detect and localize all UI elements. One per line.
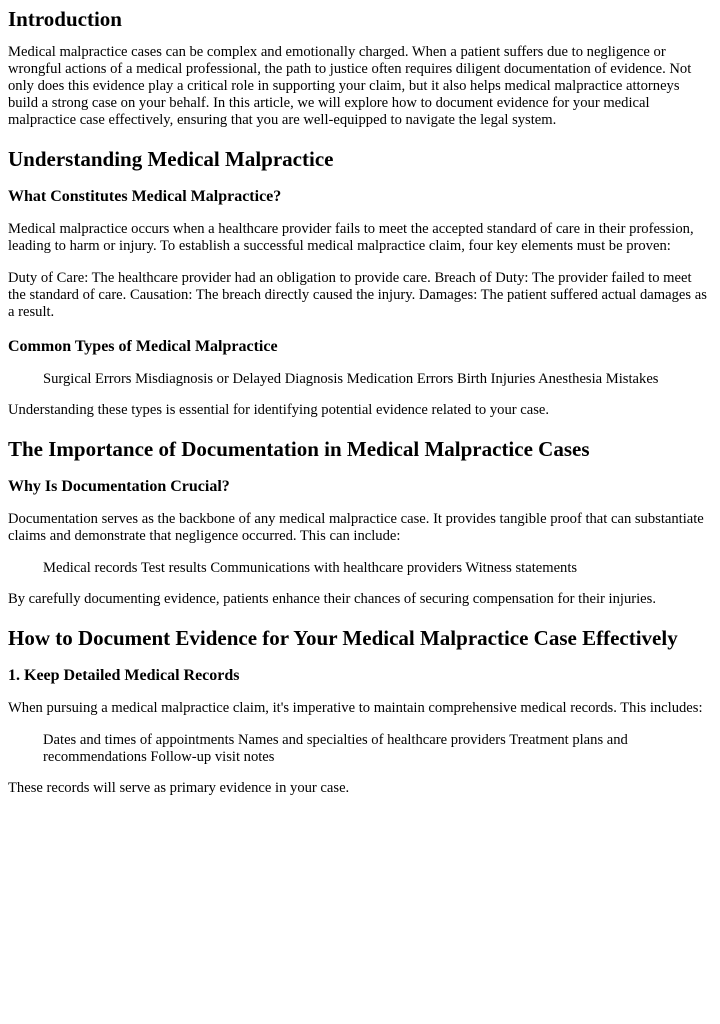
list-item: Communications with healthcare providers — [210, 560, 463, 576]
why-documentation-paragraph: Documentation serves as the backbone of any medical malpractice case. It provides tangible proof that can substantiate claims and demonstrate that negligence occurred. This can include: — [8, 511, 704, 544]
what-constitutes-heading: What Constitutes Medical Malpractice? — [8, 188, 282, 205]
intro-heading: Introduction — [8, 7, 122, 31]
list-item: Follow-up visit notes — [150, 749, 275, 765]
understanding-heading: Understanding Medical Malpractice — [8, 147, 334, 171]
list-item: Witness statements — [465, 560, 578, 576]
list-item: Test results — [140, 560, 207, 576]
list-item: Birth Injuries — [457, 371, 536, 387]
list-item: Treatment plans and recommendations — [43, 732, 628, 765]
list-item: Medication Errors — [346, 371, 454, 387]
list-item: Dates and times of appointments — [43, 732, 235, 748]
list-item: Medical records — [43, 560, 138, 576]
list-item: Surgical Errors — [43, 371, 132, 387]
intro-paragraph: Medical malpractice cases can be complex and emotionally charged. When a patient suffers due to negligence or wrongful actions of a medical professional, the path to justice often requires diligent documentation of evidence. Not only does this evidence play a critical role in supporting your claim, but it also helps medical malpractice attorneys build a strong case on your behalf. In this article, we will explore how to document evidence for your medical malpractice case effectively, ensuring that you are well-equipped to navigate the legal system. — [8, 44, 692, 128]
importance-closing-paragraph: By carefully documenting evidence, patients enhance their chances of securing compensation for their injuries. — [8, 591, 656, 607]
importance-heading: The Importance of Documentation in Medical Malpractice Cases — [8, 437, 590, 461]
list-item: Names and specialties of healthcare providers — [237, 732, 506, 748]
common-types-heading: Common Types of Medical Malpractice — [8, 338, 278, 355]
list-item: Misdiagnosis or Delayed Diagnosis — [135, 371, 344, 387]
step1-paragraph: When pursuing a medical malpractice claim, it's imperative to maintain comprehensive medical records. This includes: — [8, 700, 703, 716]
documentation-items-list — [8, 560, 712, 577]
step1-closing-paragraph: These records will serve as primary evidence in your case. — [8, 780, 350, 796]
types-paragraph: Understanding these types is essential for identifying potential evidence related to your case. — [8, 402, 550, 418]
article — [0, 7, 720, 797]
howto-heading: How to Document Evidence for Your Medical Malpractice Case Effectively — [8, 626, 678, 650]
malpractice-types-list — [8, 371, 712, 388]
medical-records-list — [8, 732, 712, 766]
key-elements-paragraph: Duty of Care: The healthcare provider had an obligation to provide care. Breach of Duty: The provider failed to meet the standard of care. Causation: The breach directly caused the injury. Damages: The patient suffered actual damages as a result. — [8, 270, 707, 320]
why-documentation-heading: Why Is Documentation Crucial? — [8, 478, 230, 495]
list-item: Anesthesia Mistakes — [538, 371, 659, 387]
what-constitutes-paragraph: Medical malpractice occurs when a healthcare provider fails to meet the accepted standard of care in their profession, leading to harm or injury. To establish a successful medical malpractice claim, four key elements must be proven: — [8, 221, 694, 254]
step1-heading: 1. Keep Detailed Medical Records — [8, 667, 240, 684]
